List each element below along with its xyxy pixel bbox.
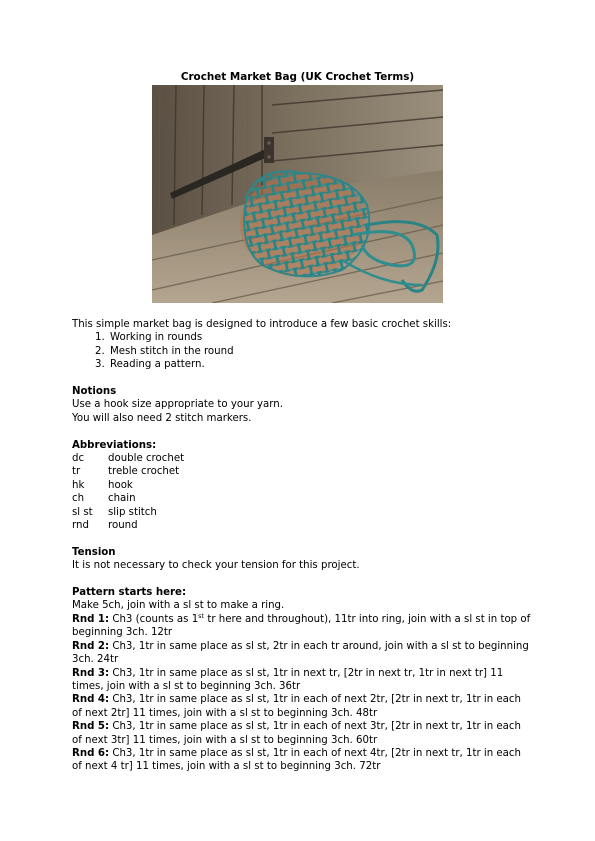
tension-text: It is not necessary to check your tension for this project. [72,560,360,572]
skill-item: 3. Reading a pattern. [108,358,532,371]
abbreviation-meaning: slip stitch [108,506,157,518]
abbreviation-meaning: hook [108,479,133,491]
abbreviation-code: dc [72,453,85,465]
round-superscript: st [198,611,205,620]
round-label: Rnd 6: [72,747,110,759]
skill-item: 1. Working in rounds [108,331,532,344]
document-title: Crochet Market Bag (UK Crochet Terms) [180,71,415,83]
round-text: tr here and throughout), 11tr into ring, join with a sl st in top of beginning 3ch. 12tr [72,613,531,639]
pattern-start: Make 5ch, join with a sl st to make a ring. [72,600,285,612]
abbreviation-row [72,465,184,478]
round-text: Ch3, 1tr in same place as sl st, 2tr in each tr around, join with a sl st to beginning 3ch. 24tr [72,640,529,666]
round-instruction [72,720,532,747]
round-instruction [72,613,532,640]
abbreviation-row [72,452,184,465]
abbreviation-meaning: round [108,520,138,532]
bag-photo-illustration [152,85,443,303]
round-instruction [72,667,532,694]
pattern-heading: Pattern starts here: [72,587,187,599]
round-text: Ch3, 1tr in same place as sl st, 1tr in each of next 3tr, [2tr in next tr, 1tr in each of next 3tr] 11 times, join with a sl st to beginning 3ch. 60tr [72,721,521,746]
round-text: Ch3, 1tr in same place as sl st, 1tr in next tr, [2tr in next tr, 1tr in next tr] 11 times, join with a sl st to beginning 3ch. 36tr [72,667,504,692]
notions-line: You will also need 2 stitch markers. [72,412,252,424]
notions-line: Use a hook size appropriate to your yarn. [72,399,283,411]
pattern-body [72,318,532,774]
abbreviation-meaning: treble crochet [108,466,180,478]
round-text: Ch3, 1tr in same place as sl st, 1tr in each of next 2tr, [2tr in next tr, 1tr in each of next 2tr] 11 times, join with a sl st to beginning 3ch. 48tr [72,694,521,719]
abbreviation-row [72,506,184,519]
skill-item: 2. Mesh stitch in the round [108,345,532,358]
round-label: Rnd 5: [72,721,110,733]
tension-heading: Tension [72,546,116,558]
abbreviation-meaning: chain [108,493,136,505]
round-label: Rnd 2: [72,640,110,652]
notions-heading: Notions [72,386,117,398]
intro-text: This simple market bag is designed to introduce a few basic crochet skills: [72,319,452,330]
round-text: Ch3, 1tr in same place as sl st, 1tr in each of next 4tr, [2tr in next tr, 1tr in each of next 4 tr] 11 times, join with a sl st to beginning 3ch. 72tr [72,747,521,773]
abbreviation-code: rnd [72,520,89,532]
round-text: Ch3 (counts as 1 [109,613,199,625]
bag-photo [152,85,443,303]
abbreviation-row [72,492,184,505]
round-instruction [72,693,532,720]
abbreviation-code: hk [72,479,85,491]
abbreviations-heading: Abbreviations: [72,439,157,451]
round-label: Rnd 4: [72,694,110,706]
round-label: Rnd 3: [72,667,110,679]
abbreviation-row [72,519,184,532]
abbreviation-code: ch [72,493,85,505]
skills-list [72,331,532,371]
round-instruction [72,747,532,774]
round-label: Rnd 1: [72,613,110,625]
round-instruction [72,640,532,667]
abbreviation-row [72,479,184,492]
abbreviation-meaning: double crochet [108,453,185,465]
abbreviation-code: sl st [72,506,93,518]
abbreviation-code: tr [72,466,81,478]
abbreviations-table [72,452,184,532]
